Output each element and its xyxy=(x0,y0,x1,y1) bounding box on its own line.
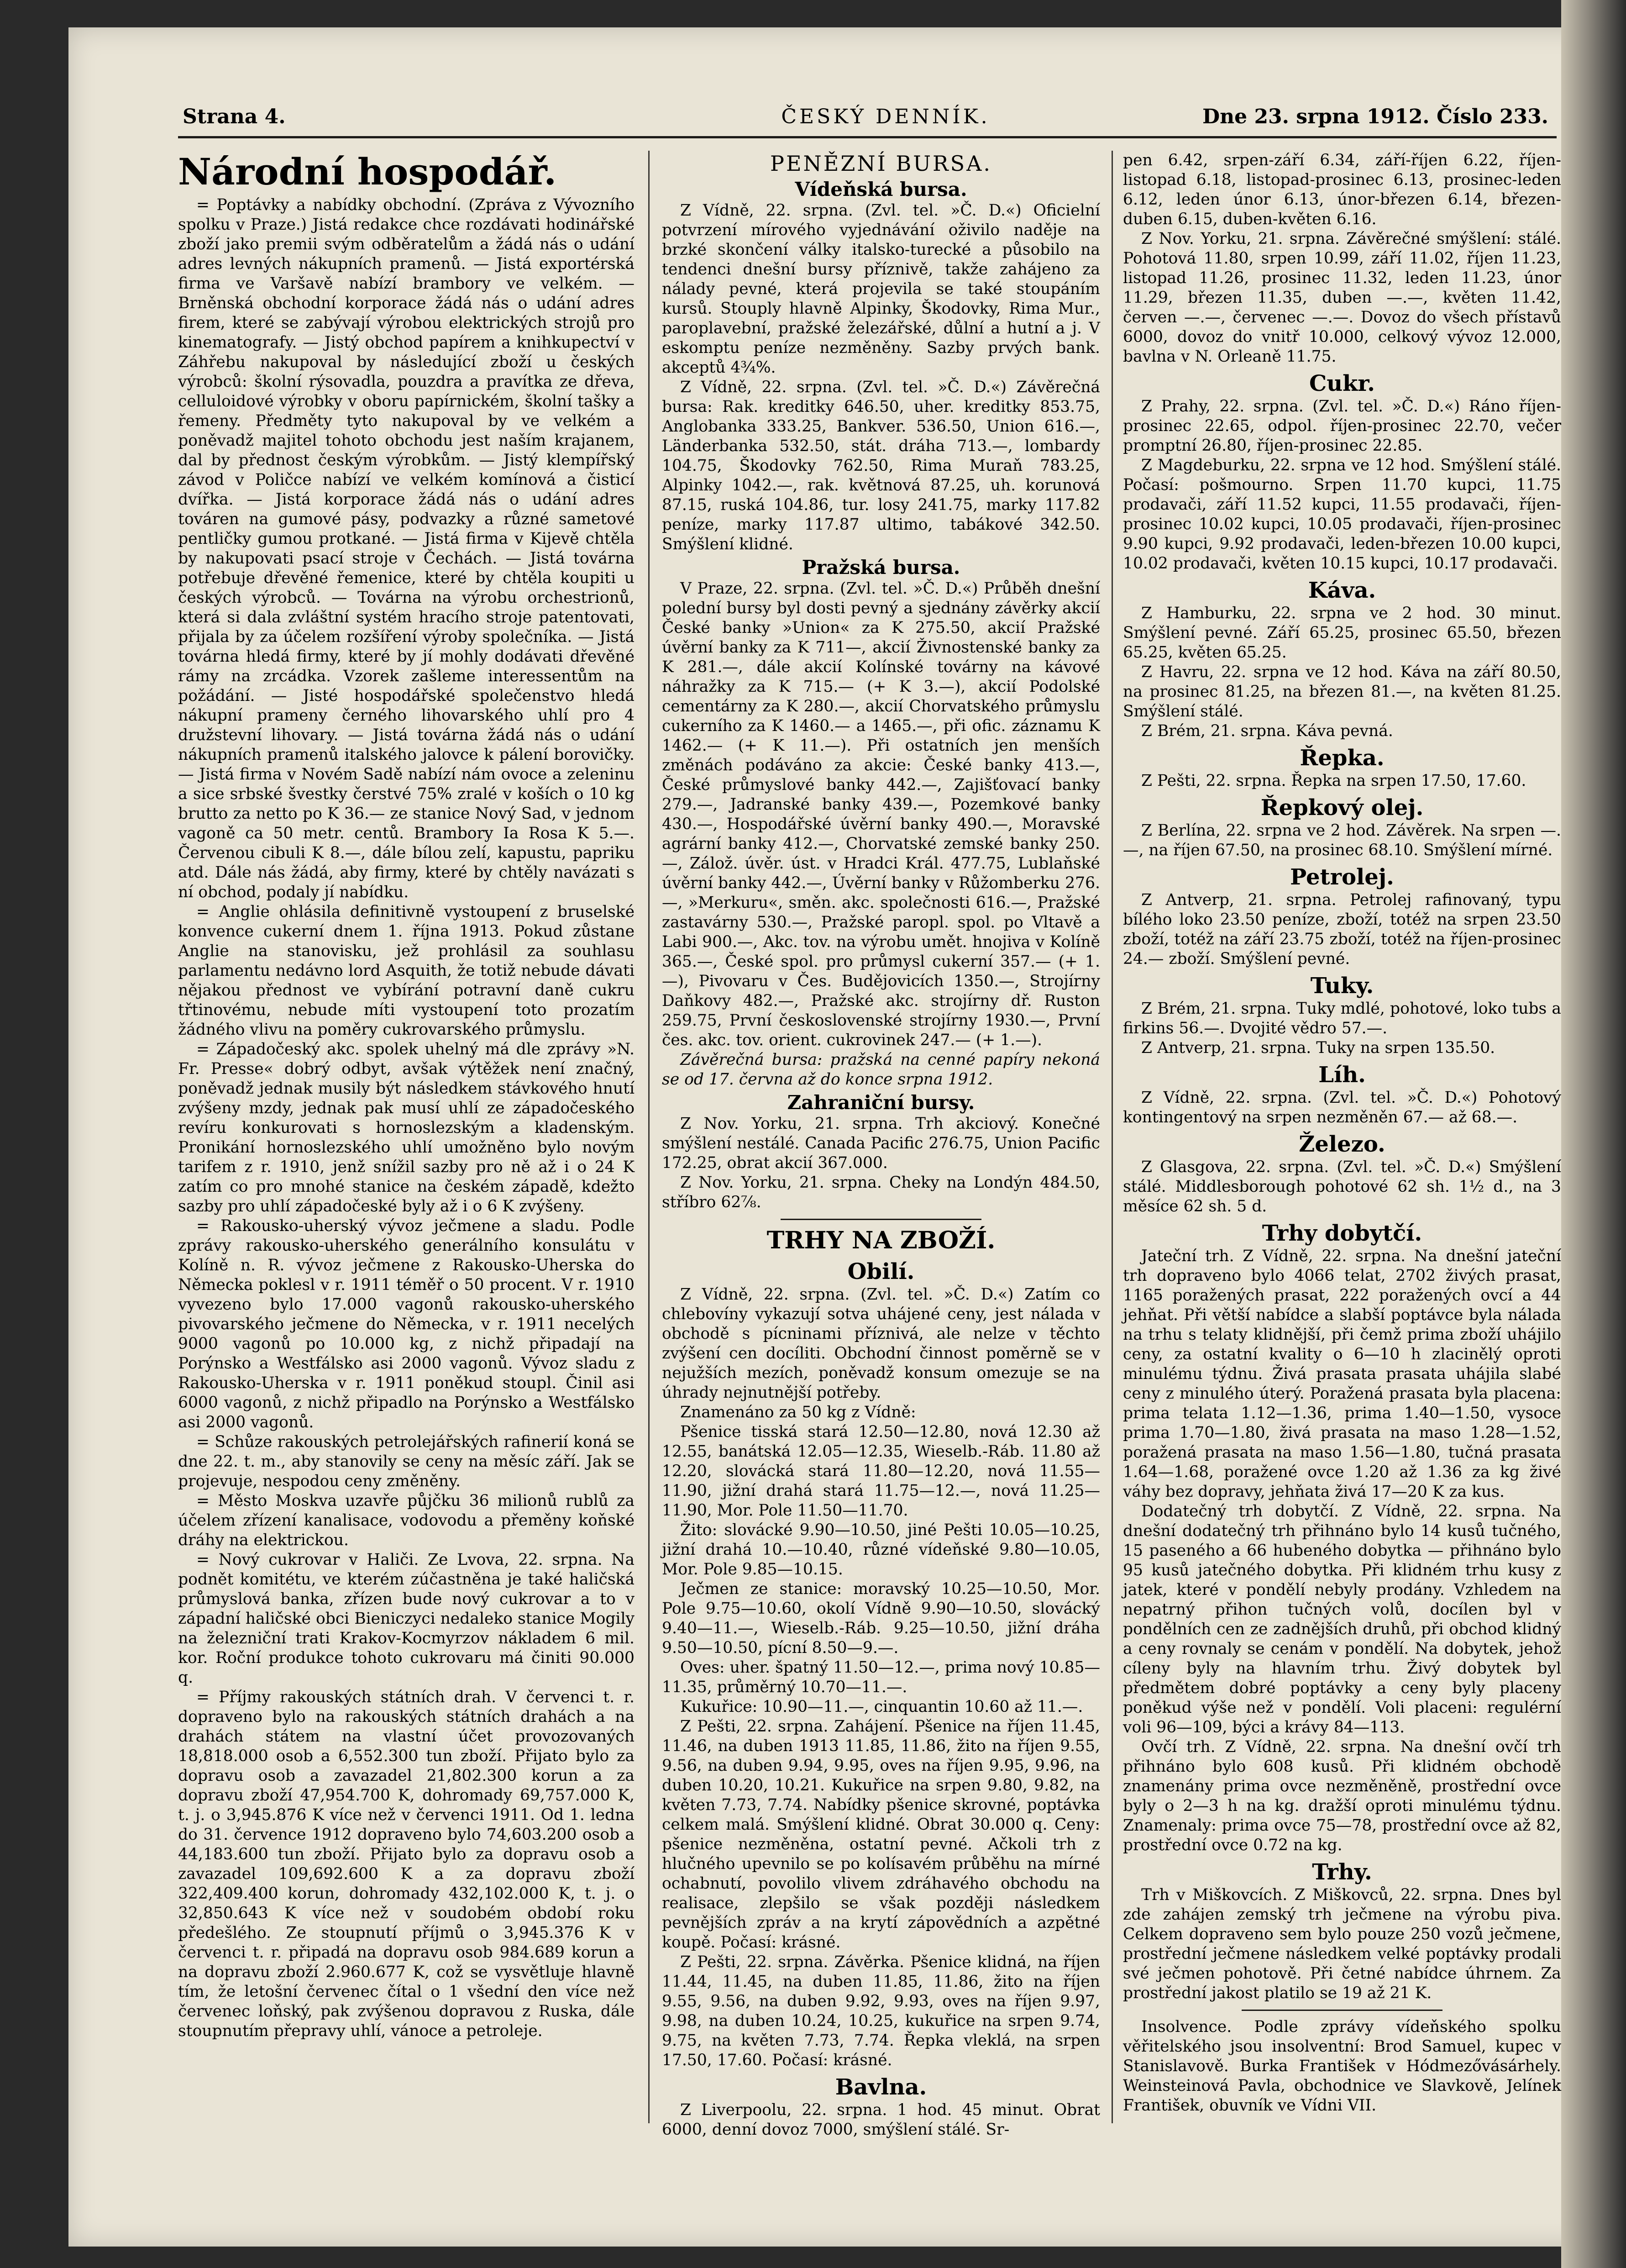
report: Dodatečný trh dobytčí. Z Vídně, 22. srpna. Na dnešní dodatečný trh přihnáno bylo 14 kusů tučného, 15 paseného a 66 hubeného dobytka — přihnáno bylo 95 kusů jatečného dobytka. Při klidném trhu kusy z jatek, které v pondělí nebyly prodány. Vzhledem na nepatrný přihon tučných volů, docílen byl v pondělních cen ze zadnějších druhů, při obchod klidný a ceny rovnaly se cenám v pondělí. Na dobytek, jehož cíleny byly na hlavním trhu. Živý dobytek byl předmětem dobré poptávky a ceny byly placeny poněkud výše než v pondělí. Voli placeni: regulérní voli 96—109, býci a krávy 84—113. xyxy=(1123,1502,1561,1737)
masthead: ČESKÝ DENNÍK. xyxy=(781,105,990,128)
report: Závěrečná bursa: pražská na cenné papíry nekoná se od 17. června až do konce srpna 1912. xyxy=(662,1051,1100,1089)
report: Z Vídně, 22. srpna. (Zvl. tel. »Č. D.«) Závěrečná bursa: Rak. kreditky 646.50, uher. kreditky 853.75, Anglobanka 333.25, Bankver. 536.50, Union 616.—, Länderbanka 532.50, stát. dráha 713.—, lombardy 104.75, Škodovky 762.50, Rima Muraň 783.25, Alpinky 1042.—, rak. květnová 87.25, uh. korunová 87.15, ruská 104.86, tur. losy 241.75, marky 117.82 peníze, marky 117.87 ultimo, tabákové 342.50. Smýšlení klidné. xyxy=(662,378,1100,553)
report: V Praze, 22. srpna. (Zvl. tel. »Č. D.«) Průběh dnešní polední bursy byl dosti pevný a sjednány závěrky akcií České banky »Union« za K 275.50, akcií Pražské úvěrní banky za K 711—, akcií Živnostenské banky za K 281.—, dále akcií Kolínské továrny na kávové náhražky za K 715.— (+ K 3.—), akcií Podolské cementárny za K 280.—, akcií Chorvatského průmyslu cukerního za K 1460.— a 1465.—, při ofic. záznamu K 1462.— (+ K 11.—). Při ostatních jen menších změnách podáváno za akcie: České banky 413.—, České průmyslové banky 442.—, Zajišťovací banky 279.—, Jadranské banky 439.—, Pozemkové banky 430.—, Hospodářské úvěrní banky 490.—, Moravské agrární banky 412.—, Chorvatské zemské banky 250.—, Zálož. úvěr. úst. v Hradci Král. 477.75, Lublaňské úvěrní banky 442.—, Úvěrní banky v Růžomberku 276.—, »Merkuru«, směn. akc. společnosti 616.—, Pražské zastavárny 530.—, Pražské paropl. spol. po Vltavě a Labi 900.—, Akc. tov. na výrobu umět. hnojiva v Kolíně 365.—, České spol. pro průmysl cukerní 357.— (+ 1.—), Pivovaru v Čes. Budějovicích 1350.—, Strojírny Daňkovy 482.—, Pražské akc. strojírny dř. Ruston 259.75, První československé strojírny 1930.—, První čes. akc. tov. orient. cukrovinek 247.— (+ 1.—). xyxy=(662,579,1100,1049)
subsection-title: Trhy dobytčí. xyxy=(1262,1221,1422,1246)
report: Trh v Miškovcích. Z Miškovců, 22. srpna. Dnes byl zde zahájen zemský trh ječmene na výrobu piva. Celkem dopraveno sem bylo pouze 250 vozů ječmene, prostřední ječmene následkem velké poptávky prodali své ječmen pohotově. Při četné nabídce úhrnem. Za prostřední jakost platilo se 19 až 21 K. xyxy=(1123,1886,1561,2002)
subsection-title: Obilí. xyxy=(847,1259,915,1284)
report: Ječmen ze stanice: moravský 10.25—10.50, Mor. Pole 9.75—10.60, okolí Vídně 9.90—10.50, slovácký 9.40—11.—, Wieselb.-Ráb. 9.25—10.50, jižní dráha 9.50—10.50, pícní 8.50—9.—. xyxy=(662,1580,1100,1657)
report: Z Antverp, 21. srpna. Tuky na srpen 135.50. xyxy=(1141,1039,1495,1057)
report: Z Pešti, 22. srpna. Zahájení. Pšenice na říjen 11.45, 11.46, na duben 1913 11.85, 11.86, žito na říjen 9.55, 9.56, na duben 9.94, 9.95, oves na říjen 9.95, 9.96, na duben 10.20, 10.21. Kukuřice na srpen 9.80, 9.82, na květen 7.73, 7.74. Nabídky pšenice skrovné, poptávka celkem malá. Smýšlení klidné. Obrat 30.000 q. Ceny: pšenice nezměněna, ostatní pevné. Ačkoli trh z hlučného upevnilo se po kolísavém průběhu na mírné ochabnutí, povolilo vlivem zdráhavého obchodu na realisace, zlepšilo se však později následkem pevnějších zpráv a na krytí zápovědních a azpětné koupě. Počasí: krásné. xyxy=(662,1717,1100,1952)
report: Z Nov. Yorku, 21. srpna. Závěrečné smýšlení: stálé. Pohotová 11.80, srpen 10.99, září 11.02, říjen 11.23, listopad 11.26, prosinec 11.32, leden 11.23, únor 11.29, březen 11.35, duben —.—, květen 11.42, červen —.—, červenec —.—. Dovoz do všech přístavů 6000, dovoz do vnitř 10.000, celkový vývoz 12.000, bavlna v N. Orleaně 11.75. xyxy=(1123,230,1561,366)
report: Kukuřice: 10.90—11.—, cinquantin 10.60 až 11.—. xyxy=(680,1698,1083,1716)
report: Žito: slovácké 9.90—10.50, jiné Pešti 10.05—10.25, jižní drahá 10.—10.40, různé vídeňské 9.80—10.05, Mor. Pole 9.85—10.15. xyxy=(662,1521,1100,1579)
report: Z Brém, 21. srpna. Tuky mdlé, pohotové, loko tubs a firkins 56.—. Dvojité vědro 57.—. xyxy=(1123,1000,1561,1037)
report: Z Liverpoolu, 22. srpna. 1 hod. 45 minut. Obrat 6000, denní dovoz 7000, smýšlení stálé. Sr- xyxy=(662,2101,1100,2139)
report: Z Vídně, 22. srpna. (Zvl. tel. »Č. D.«) Oficielní potvrzení mírového vyjednávání oživilo naděje na brzké skončení války italsko-turecké a působilo na tendenci dnešní bursy příznivě, takže zahájeno za nálady pevné, která projevila se také stoupáním kursů. Stouply hlavně Alpinky, Škodovky, Rima Mur., paroplavební, pražské železářské, důlní a hutní a j. V eskomptu peníze nezměněny. Sazby prvých bank. akceptů 4¾%. xyxy=(662,201,1100,377)
section-divider xyxy=(781,1219,981,1220)
report: pen 6.42, srpen-září 6.34, září-říjen 6.22, říjen-listopad 6.18, listopad-prosinec 6.13, prosinec-leden 6.12, leden únor 6.13, únor-březen 6.14, březen-duben 6.15, duben-květen 6.16. xyxy=(1123,151,1561,228)
header-rule xyxy=(178,136,1557,138)
article: = Příjmy rakouských státních drah. V červenci t. r. dopraveno bylo na rakouských státních drahách a na drahách státem na vlastní účet provozovaných 18,818.000 osob a 6,552.300 tun zboží. Přijato bylo za dopravu osob a zavazadel 21,802.300 korun a za dopravu zboží 47,954.700 K, dohromady 69,757.000 K, t. j. o 3,945.876 K více než v červenci 1911. Od 1. ledna do 31. července 1912 dopraveno bylo 74,603.200 osob a 44,183.600 tun zboží. Přijato bylo za dopravu osob a zavazadel 109,692.600 K a za dopravu zboží 322,409.400 korun, dohromady 432,102.000 K, t. j. o 32,850.643 K více než v soudobém období roku předešlého. Ze stoupnutí příjmů o 3,945.376 K v červenci t. r. připadá na dopravu osob 984.689 korun a na dopravu zboží 2.960.677 K, což se vysvětluje hlavně tím, že letošní červenec čítal o 1 všední den více než červenec loňský, pak zvýšenou dopravou z Ruska, dále stoupnutím přepravy uhlí, vánoce a petroleje. xyxy=(178,1688,635,2040)
report: Z Vídně, 22. srpna. (Zvl. tel. »Č. D.«) Zatím co chlebovíny vykazují sotva uhájené ceny, jest nálada v obchodě s pícninami příznivá, ale nelze v těchto zvýšení cen docíliti. Obchodní činnost poměrně se v nejužších mezích, poněvadž konsum omezuje se na úhrady nejnutnější potřeby. xyxy=(662,1285,1100,1402)
issue-date: Dne 23. srpna 1912. Číslo 233. xyxy=(1202,105,1548,128)
column-commodities xyxy=(1123,151,1561,2128)
report: Z Prahy, 22. srpna. (Zvl. tel. »Č. D.«) Ráno říjen-prosinec 22.65, odpol. říjen-prosinec 22.70, večer promptní 26.80, říjen-prosinec 22.85. xyxy=(1123,397,1561,455)
subsection-title: Železo. xyxy=(1299,1131,1385,1157)
report: Z Pešti, 22. srpna. Řepka na srpen 17.50, 17.60. xyxy=(1141,772,1526,790)
article: = Rakousko-uherský vývoz ječmene a sladu. Podle zprávy rakousko-uherského generálního konsulátu v Kolíně n. R. vývoz ječmene z Rakousko-Uherska do Německa poklesl v r. 1911 téměř o 50 procent. V r. 1910 vyvezeno bylo 17.000 vagonů rakousko-uherského pivovarského ječmene do Německa, v r. 1911 necelých 9000 vagonů po 10.000 kg, z nichž připadají na Porýnsko a Westfálsko asi 2000 vagonů. Vývoz sladu z Rakousko-Uherska v r. 1911 poněkud stoupl. Činil asi 6000 vagonů, z nichž připadlo na Porýnsko a Westfálsko asi 2000 vagonů. xyxy=(178,1217,635,1431)
column-exchange xyxy=(662,151,1100,2139)
column-rule xyxy=(648,151,650,2123)
subsection-title: Petrolej. xyxy=(1290,864,1394,890)
subsection-title: Cukr. xyxy=(1309,371,1375,396)
report: Insolvence. Podle zprávy vídeňského spolku věřitelského jsou insolventní: Brod Samuel, kupec v Stanislavově. Burka František v Hódmezővásárhely. Weinsteinová Pavla, obchodnice ve Slavkově, Jelínek František, obuvník ve Vídni VII. xyxy=(1123,2018,1561,2115)
subsection-title: Káva. xyxy=(1308,578,1376,603)
subsection-title: Pražská bursa. xyxy=(802,556,960,579)
subsection-title: Řepkový olej. xyxy=(1260,795,1424,821)
binding-edge xyxy=(1561,0,1626,2268)
column-economy xyxy=(178,151,635,2128)
article: = Nový cukrovar v Haliči. Ze Lvova, 22. srpna. Na podnět komitétu, ve kterém zúčastněna je také haličská průmyslová banka, zřízen bude nový cukrovar a to v západní haličské obci Bieniczyci nedaleko stanice Mogily na železniční trati Krakov-Kocmyrzov nákladem 6 mil. kor. Roční produkce tohoto cukrovaru má činiti 90.000 q. xyxy=(178,1551,635,1687)
subsection-title: Líh. xyxy=(1318,1062,1366,1088)
subsection-title: Zahraniční bursy. xyxy=(787,1091,975,1114)
report: Z Havru, 22. srpna ve 12 hod. Káva na září 80.50, na prosinec 81.25, na březen 81.—, na květen 81.25. Smýšlení stálé. xyxy=(1123,663,1561,721)
column-rule xyxy=(1112,151,1113,2123)
report: Z Berlína, 22. srpna ve 2 hod. Závěrek. Na srpen —.—, na říjen 67.50, na prosinec 68.10. Smýšlení mírné. xyxy=(1123,821,1561,859)
report: Z Antverp, 21. srpna. Petrolej rafinovaný, typu bílého loko 23.50 peníze, zboží, totéž na srpen 23.50 zboží, totéž na září 23.75 zboží, totéž na říjen-prosinec 24.— zboží. Smýšlení pevné. xyxy=(1123,891,1561,968)
subsection-title: Trhy. xyxy=(1312,1859,1372,1885)
report: Z Glasgova, 22. srpna. (Zvl. tel. »Č. D.«) Smýšlení stálé. Middlesborough pohotové 62 sh. 1½ d., na 3 měsíce 62 sh. 5 d. xyxy=(1123,1158,1561,1216)
page-number: Strana 4. xyxy=(183,105,286,128)
section-title: TRHY NA ZBOŽÍ. xyxy=(766,1226,996,1254)
article: = Poptávky a nabídky obchodní. (Zpráva z Vývozního spolku v Praze.) Jistá redakce chce rozdávati hodinářské zboží jako premii svým odběratelům a žádá nás o udání adres levných nákupních pramenů. — Jistá exportérská firma ve Varšavě nabízí brambory ve velkém. — Brněnská obchodní korporace žádá nás o udání adres firem, které se zabývají výrobou elektrických strojů pro kinematografy. — Jistý obchod papírem a knihkupectví v Záhřebu nakupoval by následující zboží u českých výrobců: školní rýsovadla, pouzdra a pravítka ze dřeva, celluloidové výrobky v oboru papírnickém, školní tašky a řemeny. Předměty tyto nakupoval by ve velkém a poněvadž majitel tohoto obchodu jest naším krajanem, dal by přednost českým výrobkům. — Jistý klempířský závod v Poličce nabízí ve velkém komínová a čisticí dvířka. — Jistá korporace žádá nás o udání adres továren na gumové pásy, podvazky a různé sametové pentličky gumou protkané. — Jistá firma v Kijevě chtěla by nakupovati psací stroje v Čechách. — Jistá továrna potřebuje dřevěné řemenice, které by chtěla koupiti u českých výrobců. — Továrna na výrobu orchestrionů, která si dala zvláštní systém hracího stroje patentovati, přijala by za účelem rozšíření výroby společníka. — Jistá továrna hledá firmy, které by jí mohly dodávati dřevěné rámy na zrcádka. Vzorek zašleme interessentům na požádání. — Jisté hospodářské společenstvo hledá nákupní prameny černého lihovarského uhlí pro 4 družstevní lihovary. — Jistá továrna žádá nás o udání nákupních pramenů italského jalovce k pálení borovičky. — Jistá firma v Novém Sadě nabízí nám ovoce a zeleninu a sice srbské švestky čerstvé 75% zralé v koších o 10 kg brutto za netto po K 36.— ze stanice Nový Sad, v jednom vagoně ca 50 metr. centů. Brambory Ia Rosa K 5.—. Červenou cibuli K 8.—, dále bílou zelí, kapustu, papriku atd. Dále nás žádá, aby firmy, které by chtěly navázati s ní obchod, podaly jí nabídku. xyxy=(178,196,635,901)
report: Z Vídně, 22. srpna. (Zvl. tel. »Č. D.«) Pohotový kontingentový na srpen nezměněn 67.— až 68.—. xyxy=(1123,1089,1561,1126)
section-title: PENĚZNÍ BURSA. xyxy=(770,151,992,176)
subsection-title: Řepka. xyxy=(1300,745,1385,771)
article: = Schůze rakouských petrolejářských rafinerií koná se dne 22. t. m., aby stanovily se ceny na měsíc září. Jak se projevuje, nespodou ceny změněny. xyxy=(178,1433,635,1490)
article: = Západočeský akc. spolek uhelný má dle zprávy »N. Fr. Presse« dobrý odbyt, avšak výtěžek není značný, poněvadž jednak musily být následkem stávkového hnutí zvýšeny mzdy, jednak pak musí uhlí ze západočeského revíru konkurovati s hornoslezským a kladenským. Pronikání hornoslezského uhlí umožněno bylo novým tarifem z r. 1910, jenž snížil sazby pro ně až i o 24 K zatím co pro mnohé stanice na českém západě, kdežto sazby pro uhlí západočeské byly až i o 6 K zvýšeny. xyxy=(178,1040,635,1216)
report: Z Hamburku, 22. srpna ve 2 hod. 30 minut. Smýšlení pevné. Září 65.25, prosinec 65.50, březen 65.25, květen 65.25. xyxy=(1123,604,1561,662)
subsection-title: Tuky. xyxy=(1310,973,1374,999)
report: Z Magdeburku, 22. srpna ve 12 hod. Smýšlení stálé. Počasí: pošmourno. Srpen 11.70 kupci, 11.75 prodavači, září 11.52 kupci, 11.55 prodavači, říjen-prosinec 10.02 kupci, 10.05 prodavači, říjen-prosinec 9.90 kupci, 9.92 prodavači, leden-březen 10.00 kupci, 10.02 prodavači, květen 10.15 kupci, 10.17 prodavači. xyxy=(1123,456,1561,573)
report: Z Nov. Yorku, 21. srpna. Trh akciový. Konečné smýšlení nestálé. Canada Pacific 276.75, Union Pacific 172.25, obrat akcií 367.000. xyxy=(662,1115,1100,1172)
report: Z Nov. Yorku, 21. srpna. Cheky na Londýn 484.50, stříbro 62⅞. xyxy=(662,1173,1100,1211)
report: Ovčí trh. Z Vídně, 22. srpna. Na dnešní ovčí trh přihnáno bylo 608 kusů. Při klidném obchodě znamenány prima ovce nezměněně, prostřední ovce byly o 2—3 h na kg. dražší oproti minulému týdnu. Znamenaly: prima ovce 75—78, prostřední ovce až 82, prostřední ovce 0.72 na kg. xyxy=(1123,1738,1561,1854)
report: Oves: uher. špatný 11.50—12.—, prima nový 10.85—11.35, průměrný 10.70—11.—. xyxy=(662,1658,1100,1696)
report: Z Brém, 21. srpna. Káva pevná. xyxy=(1141,722,1393,740)
report: Z Pešti, 22. srpna. Závěrka. Pšenice klidná, na říjen 11.44, 11.45, na duben 11.85, 11.86, žito na říjen 9.55, 9.56, na duben 9.92, 9.93, oves na říjen 9.97, 9.98, na duben 10.24, 10.25, kukuřice na srpen 9.74, 9.75, na květen 7.73, 7.74. Řepka vleklá, na srpen 17.50, 17.60. Počasí: krásné. xyxy=(662,1953,1100,2069)
subsection-title: Vídeňská bursa. xyxy=(795,178,967,200)
report: Znamenáno za 50 kg z Vídně: xyxy=(680,1403,916,1421)
article: = Město Moskva uzavře půjčku 36 milionů rublů za účelem zřízení kanalisace, vodovodu a přeměny koňské dráhy na elektrickou. xyxy=(178,1492,635,1549)
section-title: Národní hospodář. xyxy=(178,150,557,193)
report: Pšenice tisská stará 12.50—12.80, nová 12.30 až 12.55, banátská 12.05—12.35, Wieselb.-Ráb. 11.80 až 12.20, slovácká stará 11.80—12.20, nová 11.55—11.90, jižní drahá stará 11.75—12.—, nová 11.25—11.90, Mor. Pole 11.50—11.70. xyxy=(662,1423,1100,1520)
subsection-title: Bavlna. xyxy=(835,2074,927,2100)
section-divider xyxy=(1242,2010,1442,2011)
report: Jateční trh. Z Vídně, 22. srpna. Na dnešní jateční trh dopraveno bylo 4066 telat, 2702 živých prasat, 1165 poražených prasat, 222 poražených ovcí a 44 jehňat. Při větší nabídce a slabší poptávce byla nálada na trhu s telaty klidnější, při čemž prima zboží uhájilo ceny, za ostatní kvality o 6—10 h zlacinělý oproti minulému týdnu. Živá prasata prasata uhájila slabé ceny z minulého úterý. Poražená prasata byla placena: prima telata 1.12—1.36, prima 1.40—1.50, vysoce prima 1.70—1.80, živá prasata na maso 1.28—1.52, poražená prasata na maso 1.56—1.80, tučná prasata 1.64—1.68, poražené ovce 1.20 až 1.36 za kg živé váhy bez dopravy, jehňata živá 17—20 K za kus. xyxy=(1123,1247,1561,1501)
article: = Anglie ohlásila definitivně vystoupení z bruselské konvence cukerní dnem 1. října 1913. Pokud zůstane Anglie na stanovisku, jež prohlásil za souhlasu parlamentu nedávno lord Asquith, že totiž nebude dávati nějakou přednost ve vybírání potravní daně cukru třtinovému, nebude míti vystoupení toto prozatím žádného vlivu na poměry cukrovarského průmyslu. xyxy=(178,903,635,1039)
